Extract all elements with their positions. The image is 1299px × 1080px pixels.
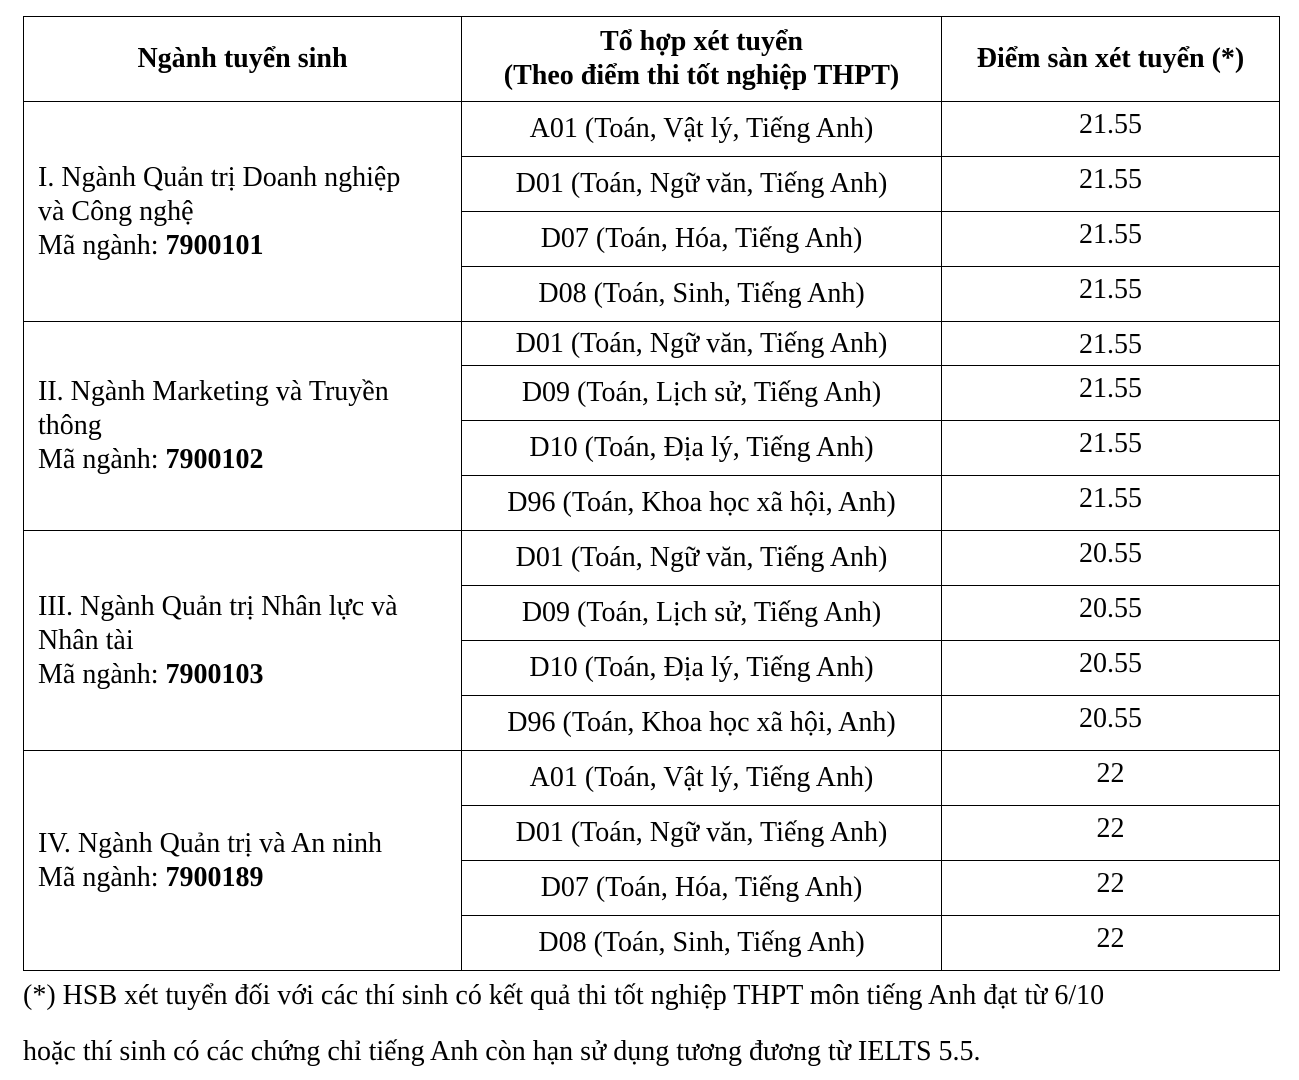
- header-combo-line2: (Theo điểm thi tốt nghiệp THPT): [503, 60, 900, 91]
- combo-cell: D96 (Toán, Khoa học xã hội, Anh): [462, 696, 942, 751]
- major-name-line: III. Ngành Quản trị Nhân lực và: [38, 590, 398, 622]
- major-cell: [24, 322, 462, 531]
- major-code-line: [38, 658, 453, 692]
- header-combo-line1: Tổ hợp xét tuyển: [600, 26, 803, 57]
- score-cell: 21.55: [942, 157, 1280, 212]
- combo-cell: D01 (Toán, Ngữ văn, Tiếng Anh): [462, 157, 942, 212]
- combo-cell: D01 (Toán, Ngữ văn, Tiếng Anh): [462, 531, 942, 586]
- combo-cell: D09 (Toán, Lịch sử, Tiếng Anh): [462, 586, 942, 641]
- score-cell: 22: [942, 916, 1280, 971]
- table-row: [24, 531, 1280, 586]
- combo-cell: D07 (Toán, Hóa, Tiếng Anh): [462, 861, 942, 916]
- header-score: Điểm sàn xét tuyển (*): [942, 17, 1280, 102]
- combo-cell: D01 (Toán, Ngữ văn, Tiếng Anh): [462, 806, 942, 861]
- score-cell: 20.55: [942, 586, 1280, 641]
- header-combo: [462, 17, 942, 102]
- combo-cell: A01 (Toán, Vật lý, Tiếng Anh): [462, 751, 942, 806]
- major-code-label: Mã ngành:: [38, 229, 166, 261]
- header-row: [24, 17, 1280, 102]
- score-cell: 20.55: [942, 641, 1280, 696]
- score-cell: 21.55: [942, 366, 1280, 421]
- score-cell: 21.55: [942, 102, 1280, 157]
- major-code-line: [38, 861, 453, 895]
- major-cell: [24, 751, 462, 971]
- major-code: 7900102: [165, 444, 264, 475]
- combo-cell: A01 (Toán, Vật lý, Tiếng Anh): [462, 102, 942, 157]
- score-cell: 20.55: [942, 531, 1280, 586]
- major-code: 7900101: [165, 229, 264, 261]
- score-cell: 22: [942, 806, 1280, 861]
- major-name-line: II. Ngành Marketing và Truyền: [38, 376, 389, 407]
- combo-cell: D96 (Toán, Khoa học xã hội, Anh): [462, 476, 942, 531]
- combo-cell: D01 (Toán, Ngữ văn, Tiếng Anh): [462, 322, 942, 366]
- combo-cell: D10 (Toán, Địa lý, Tiếng Anh): [462, 641, 942, 696]
- score-cell: 22: [942, 751, 1280, 806]
- major-code-label: Mã ngành:: [38, 444, 166, 475]
- major-code-label: Mã ngành:: [38, 658, 166, 690]
- major-cell: [24, 531, 462, 751]
- table-row: [24, 102, 1280, 157]
- footnote-line-2: hoặc thí sinh có các chứng chỉ tiếng Anh còn hạn sử dụng tương đương từ IELTS 5.5.: [23, 1036, 981, 1067]
- major-name-line: và Công nghệ: [38, 195, 194, 227]
- major-code: 7900103: [165, 658, 264, 690]
- combo-cell: D09 (Toán, Lịch sử, Tiếng Anh): [462, 366, 942, 421]
- major-name-line: I. Ngành Quản trị Doanh nghiệp: [38, 161, 401, 193]
- footnote: [23, 968, 1279, 1080]
- combo-cell: D08 (Toán, Sinh, Tiếng Anh): [462, 267, 942, 322]
- admission-table: [23, 16, 1280, 971]
- table-body: [24, 102, 1280, 971]
- major-name-line: Nhân tài: [38, 624, 134, 656]
- major-code-label: Mã ngành:: [38, 861, 166, 893]
- score-cell: 21.55: [942, 476, 1280, 531]
- header-major: Ngành tuyển sinh: [24, 17, 462, 102]
- combo-cell: D08 (Toán, Sinh, Tiếng Anh): [462, 916, 942, 971]
- major-name-line: thông: [38, 410, 102, 441]
- combo-cell: D10 (Toán, Địa lý, Tiếng Anh): [462, 421, 942, 476]
- table-row: [24, 322, 1280, 366]
- major-code: 7900189: [165, 861, 264, 893]
- major-cell: [24, 102, 462, 322]
- major-code-line: [38, 443, 453, 477]
- combo-cell: D07 (Toán, Hóa, Tiếng Anh): [462, 212, 942, 267]
- score-cell: 20.55: [942, 696, 1280, 751]
- score-cell: 21.55: [942, 267, 1280, 322]
- table-row: [24, 751, 1280, 806]
- footnote-line-1: (*) HSB xét tuyển đối với các thí sinh có kết quả thi tốt nghiệp THPT môn tiếng Anh đạt từ 6/10: [23, 980, 1105, 1011]
- major-code-line: [38, 229, 453, 263]
- score-cell: 21.55: [942, 212, 1280, 267]
- score-cell: 21.55: [942, 322, 1280, 366]
- score-cell: 22: [942, 861, 1280, 916]
- score-cell: 21.55: [942, 421, 1280, 476]
- major-name-line: IV. Ngành Quản trị và An ninh: [38, 827, 382, 859]
